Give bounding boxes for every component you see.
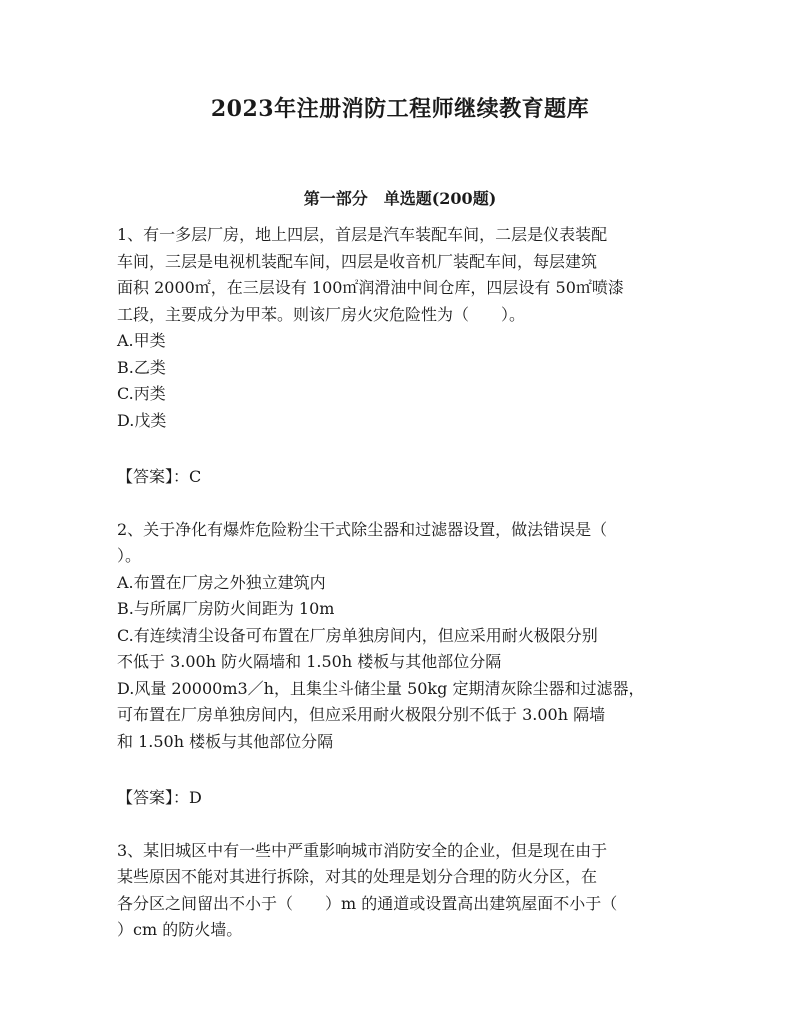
- question-text-line: ）。: [117, 546, 142, 565]
- option-a: A.布置在厂房之外独立建筑内: [117, 572, 326, 592]
- option-c: C.有连续清尘设备可布置在厂房单独房间内，但应采用耐火极限分别: [117, 625, 598, 645]
- question-text-line: 各分区之间留出不小于（ ）m 的通道或设置高出建筑屋面不小于（: [117, 893, 618, 913]
- question-3: [117, 838, 687, 944]
- document-title: 2023年注册消防工程师继续教育题库: [210, 96, 590, 122]
- answer-label: 【答案】：C: [117, 467, 202, 486]
- question-text-line: 面积 2000㎡，在三层设有 100㎡润滑油中间仓库，四层设有 50㎡喷漆: [117, 278, 624, 297]
- option-c: C.丙类: [117, 384, 166, 403]
- option-b: B.乙类: [117, 357, 166, 377]
- option-d: D.戊类: [117, 410, 167, 430]
- option-c-continued: 不低于 3.00h 防火隔墙和 1.50h 楼板与其他部位分隔: [117, 652, 502, 671]
- question-1: [117, 222, 687, 491]
- question-text-line: 2、关于净化有爆炸危险粉尘干式除尘器和过滤器设置，做法错误是（: [117, 519, 608, 539]
- question-text-line: ）cm 的防火墙。: [117, 920, 243, 939]
- question-text-line: 3、某旧城区中有一些中严重影响城市消防安全的企业，但是现在由于: [117, 840, 608, 860]
- option-d-continued: 和 1.50h 楼板与其他部位分隔: [117, 731, 334, 751]
- option-b: B.与所属厂房防火间距为 10m: [117, 599, 335, 618]
- answer-label: 【答案】：D: [117, 788, 202, 807]
- option-d: D.风量 20000m3／h，且集尘斗储尘量 50kg 定期清灰除尘器和过滤器，: [117, 678, 645, 698]
- section-heading: 第一部分 单选题(200题): [303, 189, 497, 208]
- question-text-line: 某些原因不能对其进行拆除，对其的处理是划分合理的防火分区，在: [117, 867, 598, 886]
- question-2: [117, 517, 687, 812]
- option-a: A.甲类: [117, 331, 166, 350]
- question-text-line: 车间，三层是电视机装配车间，四层是收音机厂装配车间，每层建筑: [117, 251, 598, 271]
- question-text-line: 1、有一多层厂房，地上四层，首层是汽车装配车间，二层是仪表装配: [117, 225, 608, 244]
- question-text-line: 工段，主要成分为甲苯。则该厂房火灾危险性为（ ）。: [117, 304, 526, 324]
- question-list: [117, 222, 687, 944]
- option-d-continued: 可布置在厂房单独房间内，但应采用耐火极限分别不低于 3.00h 隔墙: [117, 705, 606, 724]
